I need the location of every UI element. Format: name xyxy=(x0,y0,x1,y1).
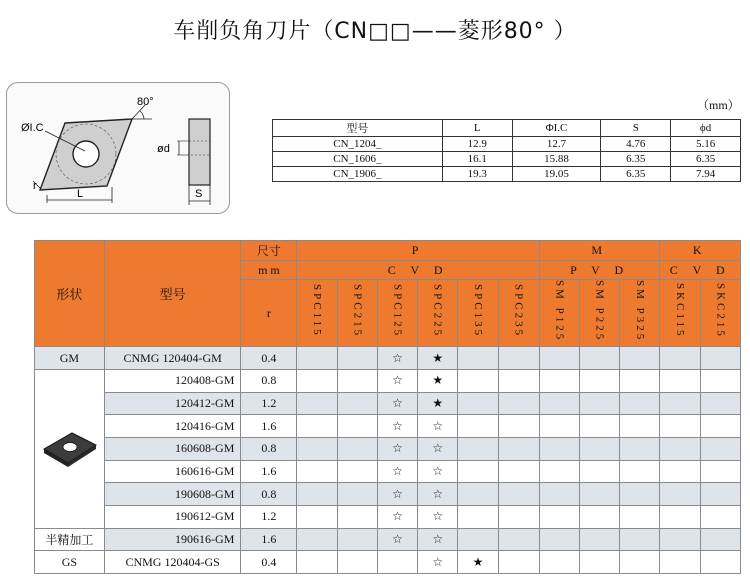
insert-diagram xyxy=(6,82,230,214)
grade-mark-cell: ☆ xyxy=(418,415,458,438)
grade-mark-cell: ☆ xyxy=(377,483,417,506)
grade-mark-cell xyxy=(458,460,498,483)
table-row xyxy=(273,137,741,152)
grade-spc225 xyxy=(418,280,458,347)
grade-skc115 xyxy=(660,280,700,347)
grade-mark-cell xyxy=(700,483,740,506)
grade-mark-cell xyxy=(660,506,700,529)
process-k: C V D xyxy=(660,261,741,280)
grade-mark-cell: ☆ xyxy=(418,460,458,483)
model-cell: 190616-GM xyxy=(104,528,241,551)
grade-mark-cell xyxy=(458,506,498,529)
grade-label: SM P125 xyxy=(553,280,566,343)
grade-mark-cell xyxy=(660,347,700,370)
grade-mark-cell xyxy=(700,392,740,415)
hole-diameter-label: ød xyxy=(157,143,170,155)
grade-mark-cell xyxy=(337,415,377,438)
grade-label: SPC135 xyxy=(471,284,484,339)
grade-mark-cell xyxy=(580,392,620,415)
thickness-label: S xyxy=(195,188,203,200)
group-m: M xyxy=(539,241,660,261)
grade-mark-cell xyxy=(539,347,579,370)
grades-header-row xyxy=(35,241,741,261)
grade-mark-cell xyxy=(458,483,498,506)
grade-mark-cell xyxy=(498,392,539,415)
grade-label: SKC115 xyxy=(674,283,687,339)
grade-mark-cell xyxy=(620,347,660,370)
grade-label: SM P325 xyxy=(633,280,646,343)
grade-mark-cell xyxy=(620,506,660,529)
grade-mark-cell xyxy=(660,460,700,483)
insert-image xyxy=(35,369,105,528)
grade-spc125 xyxy=(377,280,417,347)
grade-mark-cell xyxy=(297,392,337,415)
grade-mark-cell: ☆ xyxy=(377,528,417,551)
header-size-unit: m m xyxy=(241,261,297,280)
shape-cell: GS xyxy=(35,551,105,574)
grade-mark-cell xyxy=(337,528,377,551)
insert-side-view xyxy=(189,119,210,185)
grade-mark-cell xyxy=(580,369,620,392)
table-row xyxy=(35,551,741,574)
grade-mark-cell xyxy=(498,369,539,392)
grade-mark-cell: ☆ xyxy=(418,506,458,529)
grade-mark-cell xyxy=(458,392,498,415)
grade-mark-cell: ☆ xyxy=(377,460,417,483)
grade-mark-cell xyxy=(498,415,539,438)
grade-mark-cell xyxy=(458,347,498,370)
grade-mark-cell xyxy=(498,506,539,529)
grade-mark-cell xyxy=(539,460,579,483)
dims-col-hole: ϕd xyxy=(671,120,741,137)
insert-picture xyxy=(38,425,100,469)
grade-mark-cell xyxy=(660,528,700,551)
dims-cell: 6.35 xyxy=(671,152,741,167)
radius-cell: 1.6 xyxy=(241,528,297,551)
grade-mark-cell xyxy=(620,528,660,551)
grade-mark-cell xyxy=(700,438,740,461)
grade-mark-cell xyxy=(539,438,579,461)
dims-cell: 19.3 xyxy=(442,167,512,182)
grade-label: SPC125 xyxy=(391,284,404,339)
grade-mark-cell xyxy=(337,460,377,483)
radius-cell: 0.4 xyxy=(241,551,297,574)
dims-cell: 16.1 xyxy=(442,152,512,167)
insert-drawing xyxy=(7,83,229,213)
grade-mark-cell xyxy=(498,460,539,483)
page-title: 车削负角刀片（CN□□——菱形80° ） xyxy=(173,19,577,44)
grade-mark-cell xyxy=(337,392,377,415)
shape-cell: GM xyxy=(35,347,105,370)
grade-mark-cell xyxy=(580,438,620,461)
grade-mark-cell: ☆ xyxy=(377,347,417,370)
grade-mark-cell xyxy=(498,528,539,551)
grade-mark-cell xyxy=(660,438,700,461)
grade-mark-cell xyxy=(297,528,337,551)
grade-mark-cell xyxy=(620,392,660,415)
table-row xyxy=(35,415,741,438)
grade-mark-cell xyxy=(297,460,337,483)
grade-mark-cell: ☆ xyxy=(377,392,417,415)
radius-cell: 1.6 xyxy=(241,415,297,438)
dims-cell: 19.05 xyxy=(512,167,601,182)
grade-mark-cell: ☆ xyxy=(377,438,417,461)
grade-mark-cell xyxy=(337,438,377,461)
dims-col-ic: ΦI.C xyxy=(512,120,601,137)
table-row xyxy=(35,528,741,551)
grade-mark-cell xyxy=(620,438,660,461)
grade-spc135 xyxy=(458,280,498,347)
grade-mark-cell xyxy=(498,347,539,370)
grade-mark-cell xyxy=(337,369,377,392)
table-row xyxy=(273,152,741,167)
grade-mark-cell xyxy=(700,369,740,392)
group-k: K xyxy=(660,241,741,261)
table-row xyxy=(35,438,741,461)
grade-mark-cell xyxy=(498,483,539,506)
grade-mark-cell xyxy=(580,347,620,370)
grade-mark-cell xyxy=(580,551,620,574)
grade-mark-cell xyxy=(539,506,579,529)
dims-cell: 5.16 xyxy=(671,137,741,152)
grade-mark-cell: ★ xyxy=(458,551,498,574)
dims-col-model: 型号 xyxy=(273,120,443,137)
grade-mark-cell xyxy=(620,460,660,483)
radius-cell: 0.8 xyxy=(241,483,297,506)
grade-mark-cell xyxy=(297,551,337,574)
grade-mark-cell xyxy=(620,483,660,506)
grade-mark-cell xyxy=(700,528,740,551)
grade-mark-cell: ☆ xyxy=(377,415,417,438)
grade-spc115 xyxy=(297,280,337,347)
grade-mark-cell: ★ xyxy=(418,347,458,370)
grade-mark-cell xyxy=(539,551,579,574)
model-cell: 120408-GM xyxy=(104,369,241,392)
header-shape: 形状 xyxy=(35,241,105,347)
grade-mark-cell: ☆ xyxy=(418,483,458,506)
grade-mark-cell xyxy=(660,483,700,506)
grade-mark-cell xyxy=(377,551,417,574)
radius-cell: 1.6 xyxy=(241,460,297,483)
grade-mark-cell: ☆ xyxy=(418,438,458,461)
dims-cell: 6.35 xyxy=(601,167,671,182)
dims-cell: 4.76 xyxy=(601,137,671,152)
dimensions-table xyxy=(272,119,741,182)
table-row xyxy=(35,460,741,483)
grade-spc215 xyxy=(337,280,377,347)
grade-mark-cell xyxy=(580,483,620,506)
dims-cell: CN_1606_ xyxy=(273,152,443,167)
grade-skc215 xyxy=(700,280,740,347)
grade-mark-cell xyxy=(700,551,740,574)
grade-mark-cell xyxy=(580,415,620,438)
grade-mark-cell: ☆ xyxy=(418,551,458,574)
grade-mark-cell xyxy=(660,415,700,438)
angle-label: 80° xyxy=(137,96,154,108)
grade-mark-cell xyxy=(297,438,337,461)
grade-mark-cell xyxy=(620,415,660,438)
header-model: 型号 xyxy=(104,241,241,347)
grade-mark-cell xyxy=(458,528,498,551)
grade-mark-cell xyxy=(337,483,377,506)
dims-cell: 12.7 xyxy=(512,137,601,152)
unit-label: （mm） xyxy=(697,98,740,112)
grade-mark-cell xyxy=(337,506,377,529)
grade-mark-cell xyxy=(297,369,337,392)
model-cell: 160616-GM xyxy=(104,460,241,483)
table-row xyxy=(273,167,741,182)
grade-mark-cell xyxy=(660,392,700,415)
ic-label: ØI.C xyxy=(21,122,44,134)
table-row xyxy=(35,506,741,529)
grade-mark-cell: ★ xyxy=(418,392,458,415)
shape-cell: 半精加工 xyxy=(35,528,105,551)
table-row xyxy=(35,347,741,370)
process-p: C V D xyxy=(297,261,539,280)
grade-mark-cell: ★ xyxy=(418,369,458,392)
grade-mark-cell xyxy=(458,415,498,438)
grade-mark-cell xyxy=(539,483,579,506)
table-row xyxy=(35,369,741,392)
header-radius: r xyxy=(241,280,297,347)
grade-mark-cell xyxy=(700,460,740,483)
dimensions-header-row xyxy=(273,120,741,137)
group-p: P xyxy=(297,241,539,261)
grade-mark-cell xyxy=(660,551,700,574)
dims-col-thickness: S xyxy=(601,120,671,137)
grade-mark-cell: ☆ xyxy=(377,369,417,392)
radius-cell: 1.2 xyxy=(241,506,297,529)
grade-mark-cell xyxy=(539,415,579,438)
header-size: 尺寸 xyxy=(241,241,297,261)
grade-label: SPC215 xyxy=(351,284,364,339)
dims-cell: 7.94 xyxy=(671,167,741,182)
grade-mark-cell xyxy=(297,506,337,529)
grade-mark-cell xyxy=(700,347,740,370)
grade-mark-cell xyxy=(620,551,660,574)
grade-label: SPC115 xyxy=(311,284,324,338)
radius-label: r xyxy=(33,180,37,192)
radius-cell: 0.8 xyxy=(241,369,297,392)
grade-mark-cell xyxy=(580,460,620,483)
grade-mark-cell xyxy=(700,415,740,438)
grade-mark-cell xyxy=(498,438,539,461)
grade-smp125 xyxy=(539,280,579,347)
grade-mark-cell xyxy=(297,415,337,438)
length-label: L xyxy=(77,188,84,200)
grade-label: SPC225 xyxy=(431,284,444,339)
grade-label: SPC235 xyxy=(512,284,525,339)
grade-mark-cell: ☆ xyxy=(377,506,417,529)
grade-mark-cell xyxy=(539,528,579,551)
model-cell: 190612-GM xyxy=(104,506,241,529)
table-row xyxy=(35,392,741,415)
model-cell: 120416-GM xyxy=(104,415,241,438)
grade-mark-cell xyxy=(337,551,377,574)
model-cell: CNMG 120404-GS xyxy=(104,551,241,574)
grades-table xyxy=(34,240,741,574)
grade-mark-cell xyxy=(539,392,579,415)
grade-label: SKC215 xyxy=(714,283,727,340)
model-cell: 120412-GM xyxy=(104,392,241,415)
model-cell: 190608-GM xyxy=(104,483,241,506)
grade-mark-cell xyxy=(458,438,498,461)
grade-label: SM P225 xyxy=(593,280,606,343)
dims-cell: 12.9 xyxy=(442,137,512,152)
grade-mark-cell xyxy=(580,528,620,551)
insert-hole xyxy=(73,141,99,167)
grade-smp325 xyxy=(620,280,660,347)
grade-mark-cell xyxy=(539,369,579,392)
grade-mark-cell xyxy=(458,369,498,392)
grade-mark-cell xyxy=(337,347,377,370)
dims-cell: 15.88 xyxy=(512,152,601,167)
grade-mark-cell xyxy=(297,347,337,370)
dims-col-length: L xyxy=(442,120,512,137)
process-m: P V D xyxy=(539,261,660,280)
grade-spc235 xyxy=(498,280,539,347)
grade-mark-cell xyxy=(700,506,740,529)
dims-cell: CN_1204_ xyxy=(273,137,443,152)
radius-cell: 0.4 xyxy=(241,347,297,370)
radius-cell: 1.2 xyxy=(241,392,297,415)
grade-smp225 xyxy=(580,280,620,347)
model-cell: CNMG 120404-GM xyxy=(104,347,241,370)
grade-mark-cell: ☆ xyxy=(418,528,458,551)
radius-cell: 0.8 xyxy=(241,438,297,461)
grade-mark-cell xyxy=(498,551,539,574)
model-cell: 160608-GM xyxy=(104,438,241,461)
table-row xyxy=(35,483,741,506)
dims-cell: CN_1906_ xyxy=(273,167,443,182)
grade-mark-cell xyxy=(620,369,660,392)
grade-mark-cell xyxy=(660,369,700,392)
grade-mark-cell xyxy=(580,506,620,529)
grades-body xyxy=(35,347,741,574)
grade-mark-cell xyxy=(297,483,337,506)
dims-cell: 6.35 xyxy=(601,152,671,167)
